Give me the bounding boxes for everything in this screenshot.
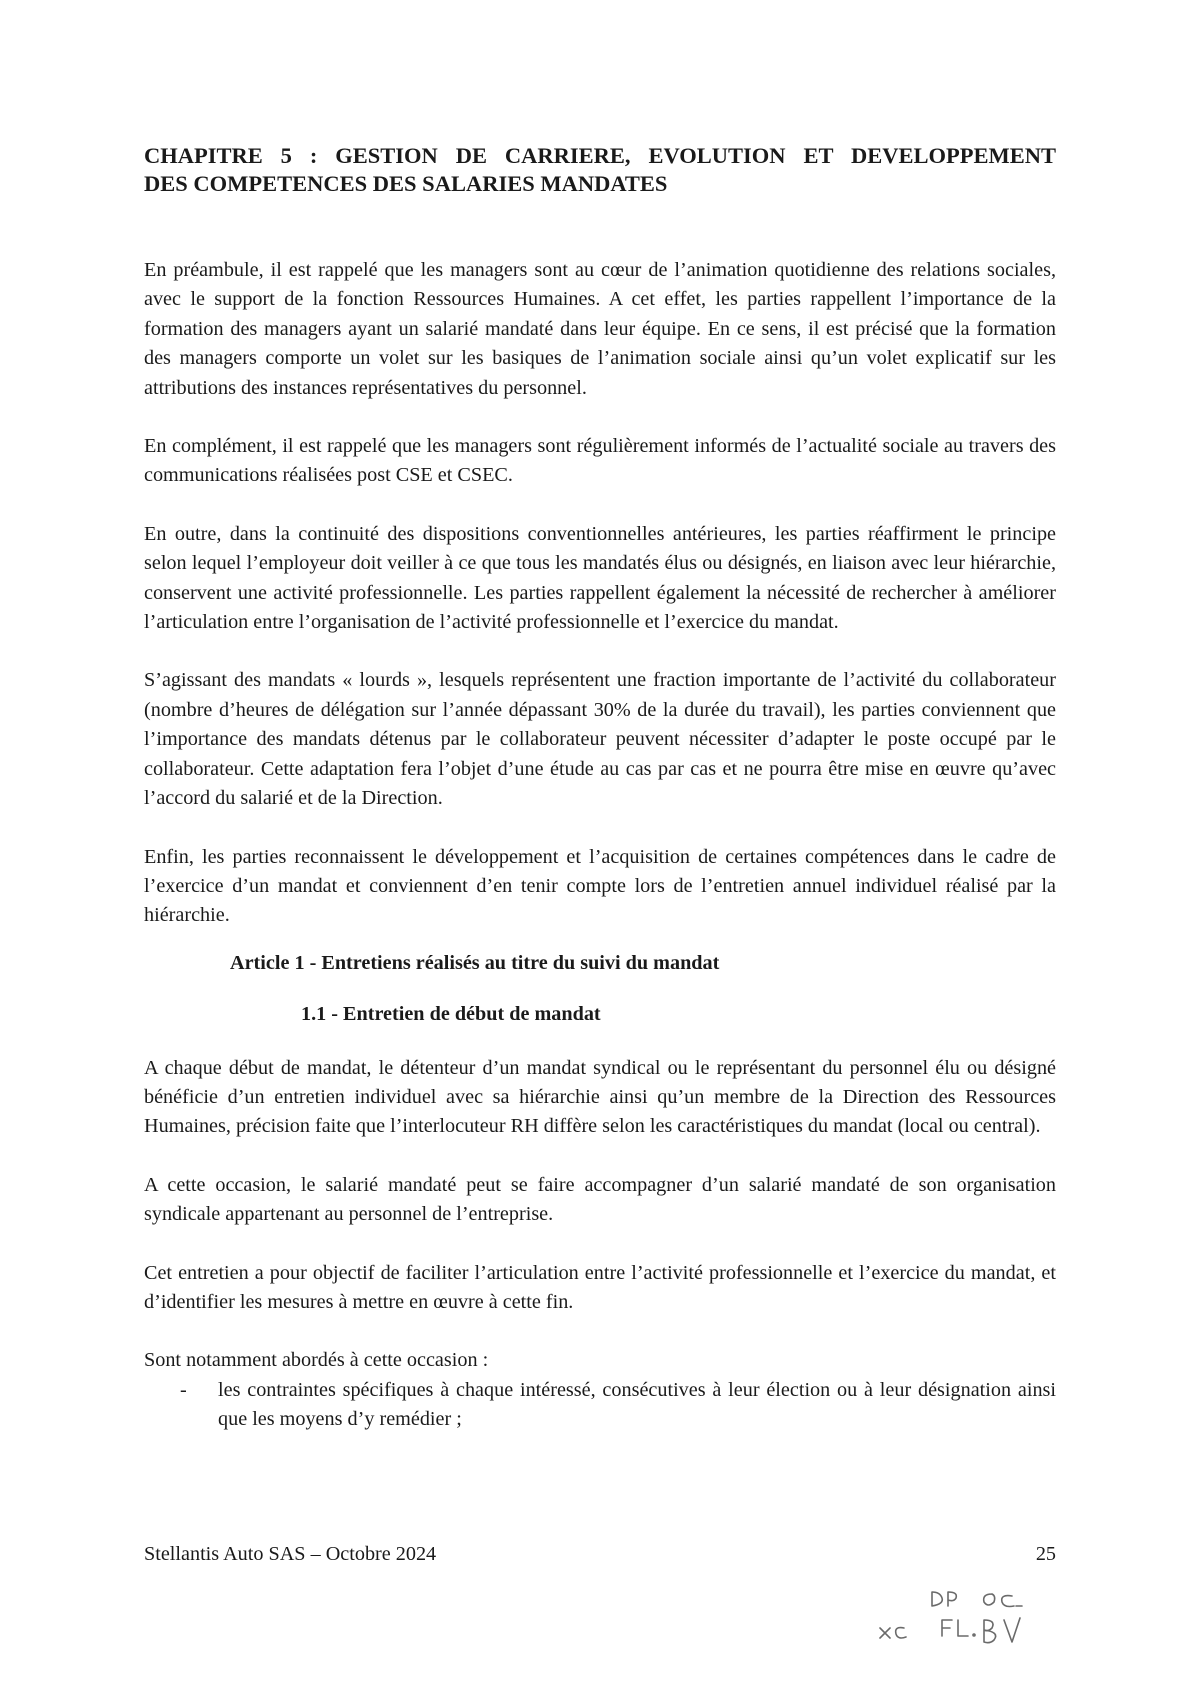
paragraph-complement: En complément, il est rappelé que les managers sont régulièrement informés de l’actualité sociale au travers des communications réalisées post CSE et CSEC.	[144, 435, 1056, 487]
document-body	[144, 256, 1056, 1435]
handwritten-initials	[860, 1580, 1060, 1660]
paragraph-accompagnement: A cette occasion, le salarié mandaté peut se faire accompagner d’un salarié mandaté de son organisation syndicale appartenant au personnel de l’entreprise.	[144, 1173, 1056, 1226]
list-intro: Sont notamment abordés à cette occasion :	[144, 1349, 489, 1372]
paragraph-en-outre: En outre, dans la continuité des dispositions conventionnelles antérieures, les parties réaffirment le principe selon lequel l’employeur doit veiller à ce que tous les mandatés élus ou désignés, en liaison avec leur hiérarchie, conservent une activité professionnelle. Les parties rappellent également la nécessité de rechercher à améliorer l’articulation entre l’organisation de l’activité professionnelle et l’exercice du mandat.	[144, 522, 1056, 634]
chapter-heading	[144, 142, 1056, 198]
section-1-1-title: 1.1 - Entretien de début de mandat	[301, 1003, 601, 1026]
footer-company: Stellantis Auto SAS – Octobre 2024	[144, 1543, 437, 1565]
list-item-text: les contraintes spécifiques à chaque intéressé, consécutives à leur élection ou à leur désignation ainsi que les moyens d’y remédier ;	[218, 1378, 1056, 1431]
paragraph-enfin: Enfin, les parties reconnaissent le développement et l’acquisition de certaines compétences dans le cadre de l’exercice d’un mandat et conviennent d’en tenir compte lors de l’entretien annuel individuel réalisé par la hiérarchie.	[144, 845, 1056, 927]
paragraph-mandats-lourds: S’agissant des mandats « lourds », lesquels représentent une fraction importante de l’activité du collaborateur (nombre d’heures de délégation sur l’année dépassant 30% de la durée du travail), les parties conviennent que l’importance des mandats détenus par le collaborateur peuvent nécessiter d’adapter le poste occupé par le collaborateur. Cette adaptation fera l’objet d’une étude au cas par cas et ne pourra être mise en œuvre qu’avec l’accord du salarié et de la Direction.	[144, 669, 1056, 810]
page-number: 25	[1035, 1543, 1056, 1565]
paragraph-objectif: Cet entretien a pour objectif de faciliter l’articulation entre l’activité professionnelle et l’exercice du mandat, et d’identifier les mesures à mettre en œuvre à cette fin.	[144, 1261, 1056, 1313]
bullet-dash: -	[180, 1378, 187, 1401]
list-item	[144, 1376, 1056, 1435]
topics-list	[144, 1376, 1056, 1435]
article-1-title: Article 1 - Entretiens réalisés au titre du suivi du mandat	[230, 951, 720, 974]
chapter-heading-line-1: CHAPITRE 5 : GESTION DE CARRIERE, EVOLUTION ET DEVELOPPEMENT	[144, 143, 1056, 168]
paragraph-debut-mandat: A chaque début de mandat, le détenteur d’un mandat syndical ou le représentant du personnel élu ou désigné bénéficie d’un entretien individuel avec sa hiérarchie ainsi qu’un membre de la Direction des Ressources Humaines, précision faite que l’interlocuteur RH diffère selon les caractéristiques du mandat (local ou central).	[144, 1056, 1056, 1138]
chapter-heading-line-2: DES COMPETENCES DES SALARIES MANDATES	[144, 171, 668, 196]
paragraph-preambule: En préambule, il est rappelé que les managers sont au cœur de l’animation quotidienne des relations sociales, avec le support de la fonction Ressources Humaines. A cet effet, les parties rappellent l’importance de la formation des managers ayant un salarié mandaté dans leur équipe. En ce sens, il est précisé que la formation des managers comporte un volet sur les basiques de l’animation sociale ainsi qu’un volet explicatif sur les attributions des instances représentatives du personnel.	[144, 259, 1056, 399]
